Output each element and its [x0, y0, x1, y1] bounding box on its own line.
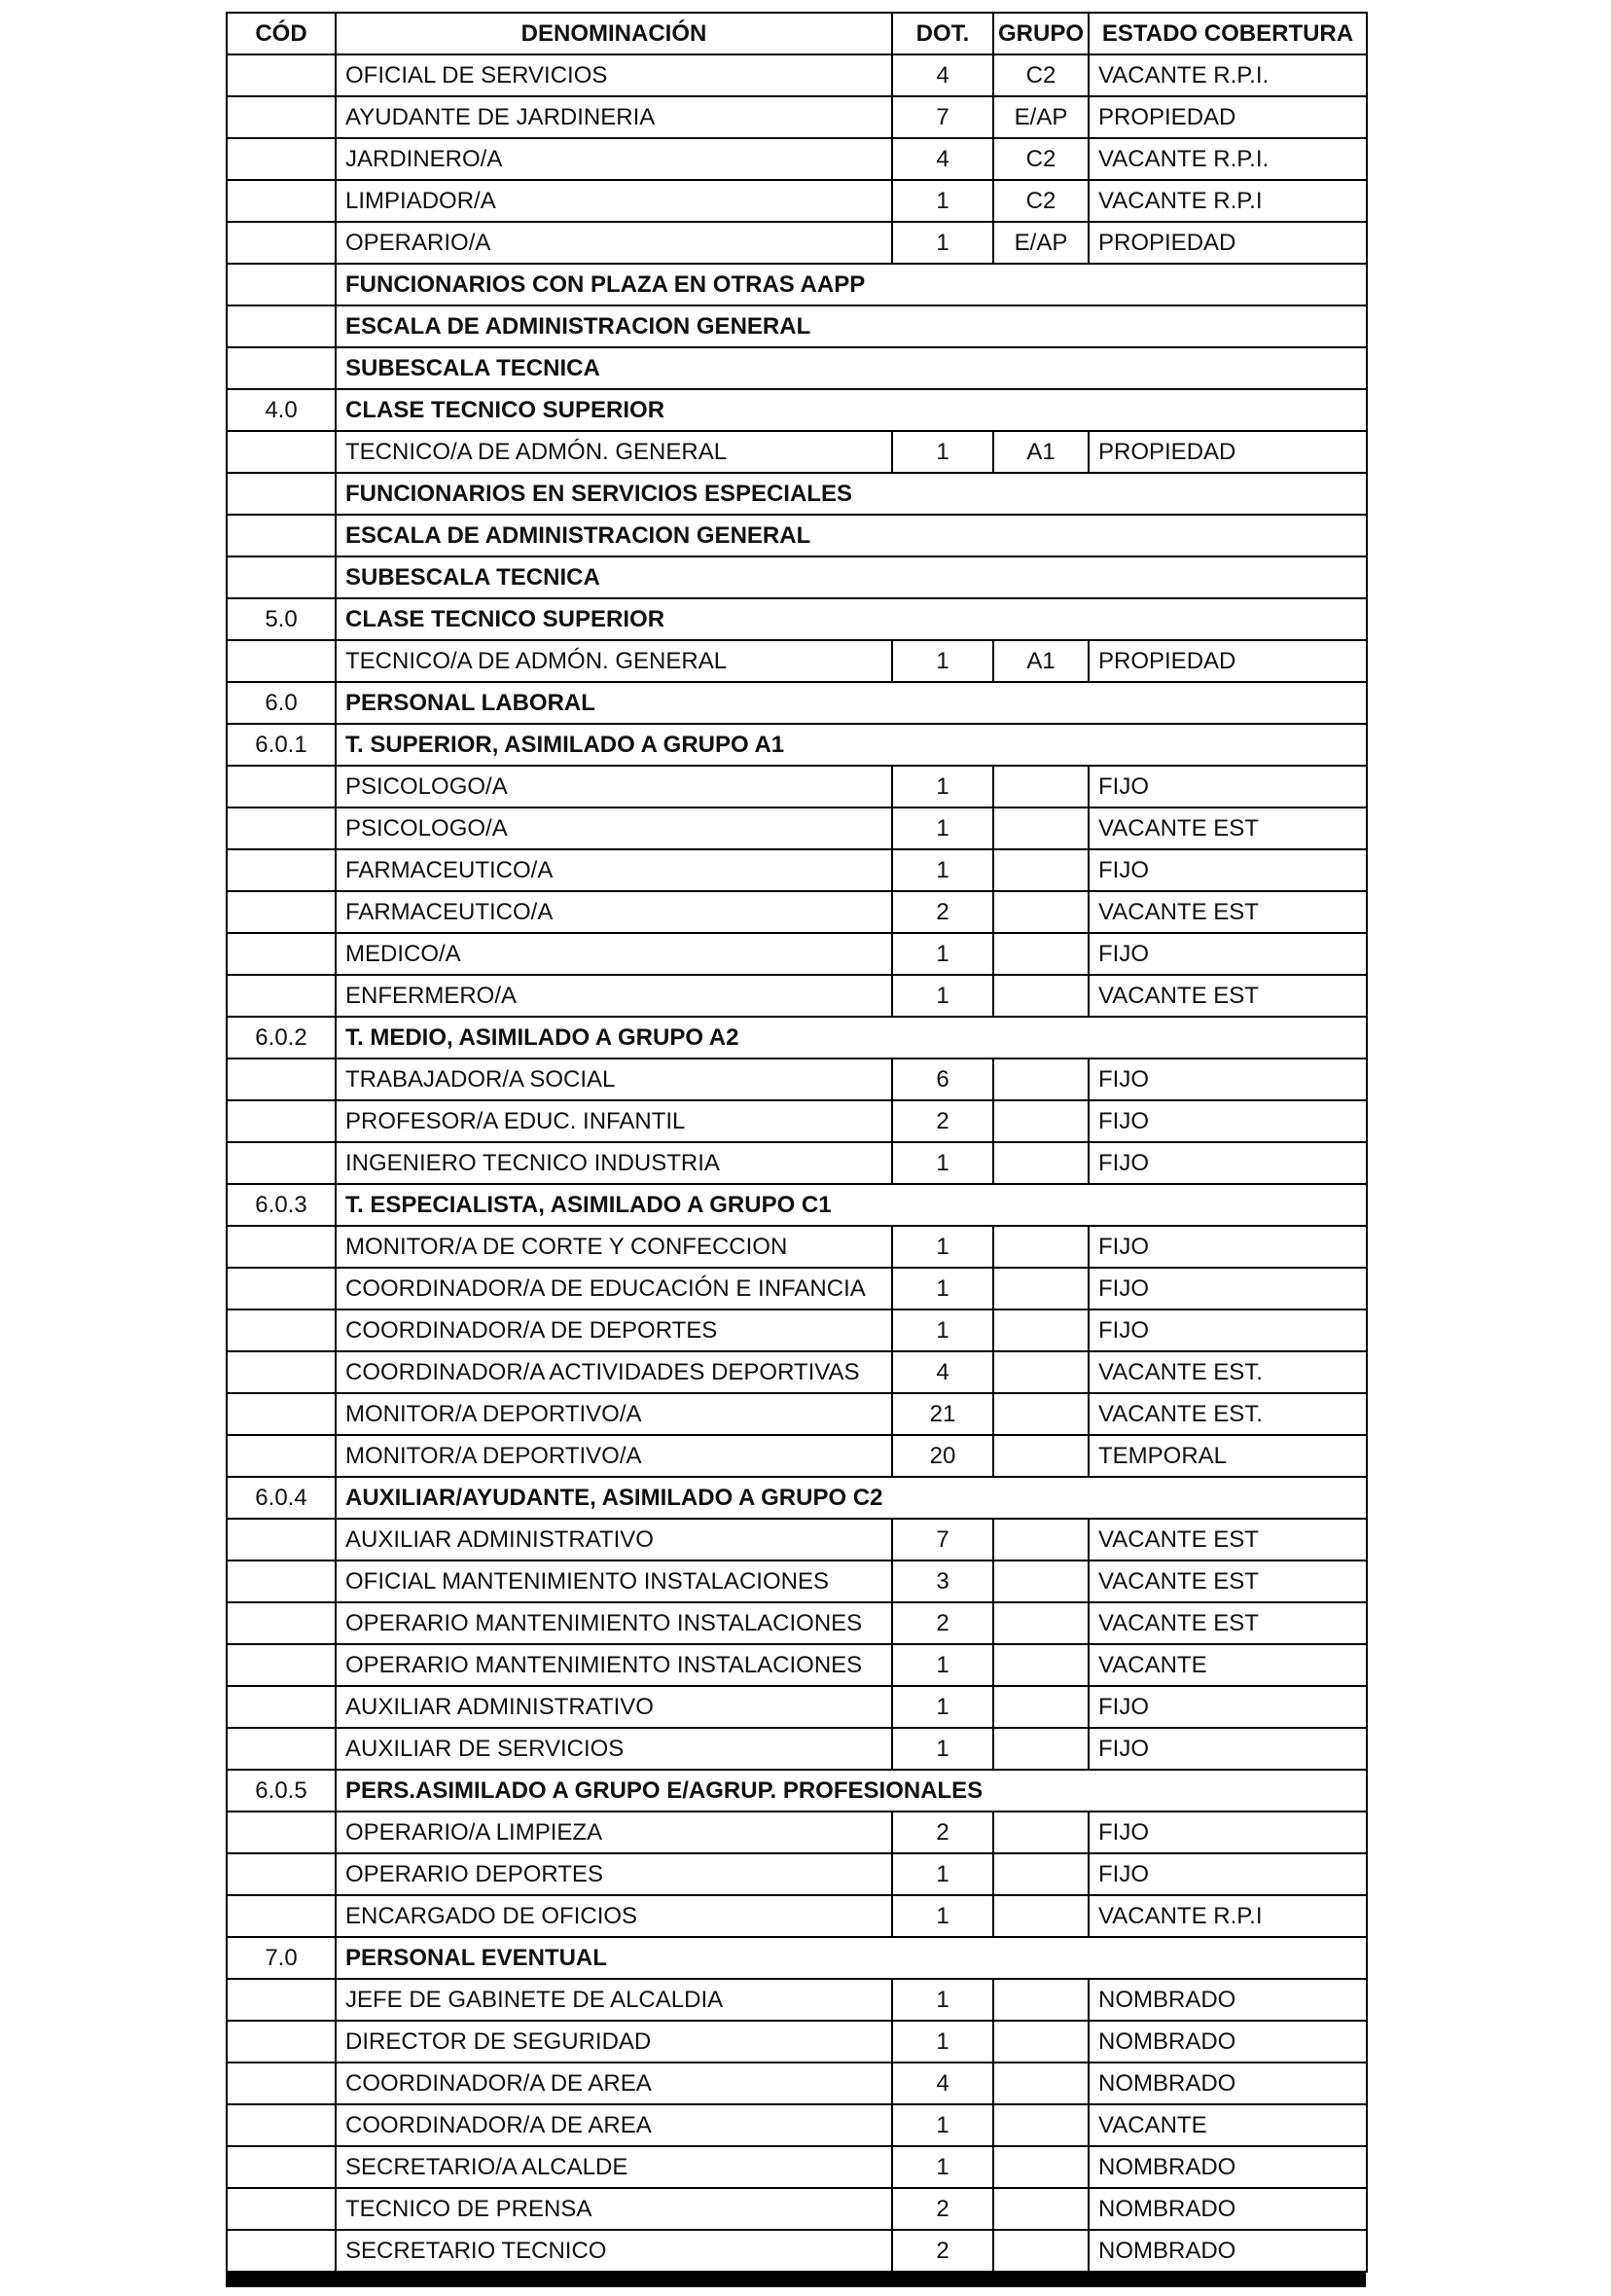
- cell-denominacion: PSICOLOGO/A: [336, 807, 892, 849]
- cell-denominacion: MONITOR/A DEPORTIVO/A: [336, 1393, 892, 1435]
- cell-estado: VACANTE EST.: [1089, 1351, 1367, 1393]
- cell-dot: 1: [892, 849, 993, 891]
- table-row: [227, 849, 1367, 891]
- cell-estado: FIJO: [1089, 1686, 1367, 1728]
- section-row: [227, 556, 1367, 598]
- table-header: [227, 13, 1367, 54]
- section-row: [227, 389, 1367, 431]
- cell-cod: [227, 54, 336, 96]
- cell-dot: 1: [892, 1142, 993, 1184]
- cell-estado: FIJO: [1089, 1268, 1367, 1309]
- cell-dot: 1: [892, 1853, 993, 1895]
- cell-grupo: C2: [993, 138, 1089, 180]
- cell-dot: 2: [892, 891, 993, 933]
- cell-grupo: [993, 2146, 1089, 2188]
- cell-dot: 6: [892, 1058, 993, 1100]
- table-row: [227, 1100, 1367, 1142]
- cell-denominacion: OPERARIO MANTENIMIENTO INSTALACIONES: [336, 1602, 892, 1644]
- column-header-estado: ESTADO COBERTURA: [1089, 13, 1367, 54]
- table-row: [227, 1226, 1367, 1268]
- section-row: [227, 1770, 1367, 1812]
- cell-grupo: [993, 1561, 1089, 1602]
- cell-cod: [227, 2188, 336, 2230]
- section-row: [227, 515, 1367, 556]
- document-page: [226, 12, 1370, 2287]
- cell-cod: [227, 2146, 336, 2188]
- cell-dot: 1: [892, 1644, 993, 1686]
- cell-section-title: SUBESCALA TECNICA: [336, 347, 1367, 389]
- table-row: [227, 640, 1367, 682]
- cell-grupo: [993, 891, 1089, 933]
- table-row: [227, 2104, 1367, 2146]
- cell-dot: 4: [892, 54, 993, 96]
- cell-estado: FIJO: [1089, 933, 1367, 975]
- cell-section-title: PERSONAL EVENTUAL: [336, 1937, 1367, 1979]
- table-row: [227, 1644, 1367, 1686]
- cell-cod: [227, 849, 336, 891]
- table-row: [227, 1058, 1367, 1100]
- cell-denominacion: OPERARIO/A: [336, 222, 892, 264]
- section-row: [227, 1184, 1367, 1226]
- cell-dot: 1: [892, 1895, 993, 1937]
- table-row: [227, 975, 1367, 1017]
- cell-estado: PROPIEDAD: [1089, 431, 1367, 473]
- table-row: [227, 1351, 1367, 1393]
- table-row: [227, 1895, 1367, 1937]
- cell-grupo: E/AP: [993, 222, 1089, 264]
- cell-cod: [227, 96, 336, 138]
- cell-grupo: [993, 1100, 1089, 1142]
- cell-cod: [227, 2063, 336, 2104]
- cell-dot: 2: [892, 1602, 993, 1644]
- cell-denominacion: MONITOR/A DE CORTE Y CONFECCION: [336, 1226, 892, 1268]
- cell-cod: [227, 1268, 336, 1309]
- table-row: [227, 180, 1367, 222]
- cell-dot: 1: [892, 180, 993, 222]
- table-row: [227, 1812, 1367, 1853]
- cell-denominacion: COORDINADOR/A ACTIVIDADES DEPORTIVAS: [336, 1351, 892, 1393]
- cell-denominacion: DIRECTOR DE SEGURIDAD: [336, 2021, 892, 2063]
- section-row: [227, 347, 1367, 389]
- cell-cod: [227, 1561, 336, 1602]
- cell-denominacion: MONITOR/A DEPORTIVO/A: [336, 1435, 892, 1477]
- section-row: [227, 1477, 1367, 1519]
- column-header-cod: CÓD: [227, 13, 336, 54]
- cell-estado: NOMBRADO: [1089, 1979, 1367, 2021]
- cell-denominacion: PSICOLOGO/A: [336, 766, 892, 807]
- cell-cod: [227, 305, 336, 347]
- column-header-dot: DOT.: [892, 13, 993, 54]
- section-row: [227, 305, 1367, 347]
- table-row: [227, 2230, 1367, 2272]
- cell-grupo: [993, 975, 1089, 1017]
- cell-denominacion: OPERARIO DEPORTES: [336, 1853, 892, 1895]
- cell-estado: VACANTE R.P.I: [1089, 1895, 1367, 1937]
- cell-estado: PROPIEDAD: [1089, 96, 1367, 138]
- cell-estado: FIJO: [1089, 1728, 1367, 1770]
- cell-estado: NOMBRADO: [1089, 2146, 1367, 2188]
- cell-cod: [227, 1895, 336, 1937]
- cell-cod: [227, 891, 336, 933]
- cell-grupo: [993, 1686, 1089, 1728]
- cell-grupo: [993, 1309, 1089, 1351]
- cell-denominacion: FARMACEUTICO/A: [336, 891, 892, 933]
- cell-denominacion: AUXILIAR ADMINISTRATIVO: [336, 1686, 892, 1728]
- cell-section-title: PERS.ASIMILADO A GRUPO E/AGRUP. PROFESIONALES: [336, 1770, 1367, 1812]
- cell-estado: VACANTE R.P.I.: [1089, 138, 1367, 180]
- cell-estado: VACANTE: [1089, 2104, 1367, 2146]
- cell-section-title: FUNCIONARIOS CON PLAZA EN OTRAS AAPP: [336, 264, 1367, 305]
- cell-grupo: [993, 1644, 1089, 1686]
- cell-grupo: A1: [993, 431, 1089, 473]
- cell-section-title: T. SUPERIOR, ASIMILADO A GRUPO A1: [336, 724, 1367, 766]
- cell-grupo: [993, 807, 1089, 849]
- cell-denominacion: TECNICO/A DE ADMÓN. GENERAL: [336, 431, 892, 473]
- cell-grupo: [993, 1435, 1089, 1477]
- table-row: [227, 1686, 1367, 1728]
- cell-estado: NOMBRADO: [1089, 2021, 1367, 2063]
- table-row: [227, 2021, 1367, 2063]
- cell-cod: [227, 1435, 336, 1477]
- cell-cod: 6.0.2: [227, 1017, 336, 1058]
- section-row: [227, 264, 1367, 305]
- cell-cod: 7.0: [227, 1937, 336, 1979]
- cell-section-title: CLASE TECNICO SUPERIOR: [336, 598, 1367, 640]
- cell-cod: [227, 2230, 336, 2272]
- cell-cod: [227, 975, 336, 1017]
- cell-dot: 1: [892, 766, 993, 807]
- bottom-black-bar: [226, 2273, 1366, 2287]
- cell-dot: 1: [892, 1226, 993, 1268]
- cell-dot: 1: [892, 431, 993, 473]
- cell-cod: [227, 1728, 336, 1770]
- cell-estado: FIJO: [1089, 1812, 1367, 1853]
- column-header-grupo: GRUPO: [993, 13, 1089, 54]
- section-row: [227, 682, 1367, 724]
- cell-grupo: [993, 2230, 1089, 2272]
- cell-denominacion: OFICIAL MANTENIMIENTO INSTALACIONES: [336, 1561, 892, 1602]
- cell-estado: NOMBRADO: [1089, 2230, 1367, 2272]
- cell-cod: [227, 1351, 336, 1393]
- column-header-den: DENOMINACIÓN: [336, 13, 892, 54]
- cell-estado: FIJO: [1089, 1853, 1367, 1895]
- table-row: [227, 1561, 1367, 1602]
- cell-cod: 5.0: [227, 598, 336, 640]
- cell-denominacion: COORDINADOR/A DE AREA: [336, 2104, 892, 2146]
- table-row: [227, 1393, 1367, 1435]
- cell-estado: NOMBRADO: [1089, 2063, 1367, 2104]
- cell-denominacion: OPERARIO MANTENIMIENTO INSTALACIONES: [336, 1644, 892, 1686]
- cell-section-title: T. ESPECIALISTA, ASIMILADO A GRUPO C1: [336, 1184, 1367, 1226]
- cell-estado: VACANTE R.P.I: [1089, 180, 1367, 222]
- cell-dot: 1: [892, 933, 993, 975]
- cell-denominacion: COORDINADOR/A DE EDUCACIÓN E INFANCIA: [336, 1268, 892, 1309]
- cell-dot: 20: [892, 1435, 993, 1477]
- cell-dot: 1: [892, 807, 993, 849]
- cell-grupo: [993, 1393, 1089, 1435]
- cell-cod: [227, 1812, 336, 1853]
- cell-denominacion: AUXILIAR ADMINISTRATIVO: [336, 1519, 892, 1561]
- cell-grupo: [993, 849, 1089, 891]
- cell-denominacion: COORDINADOR/A DE AREA: [336, 2063, 892, 2104]
- cell-estado: FIJO: [1089, 1100, 1367, 1142]
- cell-grupo: C2: [993, 180, 1089, 222]
- cell-estado: VACANTE R.P.I.: [1089, 54, 1367, 96]
- cell-cod: 6.0.3: [227, 1184, 336, 1226]
- cell-estado: TEMPORAL: [1089, 1435, 1367, 1477]
- cell-cod: [227, 933, 336, 975]
- cell-cod: [227, 1853, 336, 1895]
- table-row: [227, 1728, 1367, 1770]
- cell-estado: FIJO: [1089, 1142, 1367, 1184]
- cell-estado: VACANTE EST: [1089, 807, 1367, 849]
- cell-denominacion: INGENIERO TECNICO INDUSTRIA: [336, 1142, 892, 1184]
- cell-denominacion: TRABAJADOR/A SOCIAL: [336, 1058, 892, 1100]
- cell-denominacion: MEDICO/A: [336, 933, 892, 975]
- cell-denominacion: PROFESOR/A EDUC. INFANTIL: [336, 1100, 892, 1142]
- cell-dot: 1: [892, 1268, 993, 1309]
- cell-dot: 1: [892, 2104, 993, 2146]
- table-row: [227, 1309, 1367, 1351]
- table-row: [227, 933, 1367, 975]
- cell-dot: 1: [892, 1686, 993, 1728]
- cell-cod: [227, 2104, 336, 2146]
- table-row: [227, 807, 1367, 849]
- cell-denominacion: OFICIAL DE SERVICIOS: [336, 54, 892, 96]
- cell-cod: [227, 180, 336, 222]
- header-row: [227, 13, 1367, 54]
- cell-cod: [227, 1393, 336, 1435]
- cell-denominacion: SECRETARIO TECNICO: [336, 2230, 892, 2272]
- table-body: [227, 54, 1367, 2272]
- cell-grupo: [993, 1728, 1089, 1770]
- cell-estado: VACANTE EST: [1089, 1561, 1367, 1602]
- cell-section-title: AUXILIAR/AYUDANTE, ASIMILADO A GRUPO C2: [336, 1477, 1367, 1519]
- cell-estado: FIJO: [1089, 1309, 1367, 1351]
- cell-section-title: CLASE TECNICO SUPERIOR: [336, 389, 1367, 431]
- cell-denominacion: AUXILIAR DE SERVICIOS: [336, 1728, 892, 1770]
- cell-dot: 1: [892, 1728, 993, 1770]
- cell-dot: 1: [892, 2146, 993, 2188]
- cell-cod: [227, 1309, 336, 1351]
- table-row: [227, 96, 1367, 138]
- table-row: [227, 1268, 1367, 1309]
- cell-denominacion: FARMACEUTICO/A: [336, 849, 892, 891]
- cell-cod: [227, 431, 336, 473]
- cell-grupo: [993, 1979, 1089, 2021]
- cell-dot: 7: [892, 96, 993, 138]
- cell-dot: 4: [892, 138, 993, 180]
- cell-dot: 7: [892, 1519, 993, 1561]
- cell-grupo: [993, 2188, 1089, 2230]
- cell-cod: [227, 138, 336, 180]
- cell-estado: VACANTE EST: [1089, 975, 1367, 1017]
- cell-cod: [227, 1602, 336, 1644]
- cell-dot: 4: [892, 1351, 993, 1393]
- cell-cod: [227, 766, 336, 807]
- cell-cod: 6.0.4: [227, 1477, 336, 1519]
- cell-cod: 6.0.1: [227, 724, 336, 766]
- cell-dot: 1: [892, 640, 993, 682]
- cell-grupo: E/AP: [993, 96, 1089, 138]
- cell-grupo: [993, 2021, 1089, 2063]
- cell-cod: [227, 1686, 336, 1728]
- section-row: [227, 1017, 1367, 1058]
- cell-estado: FIJO: [1089, 1226, 1367, 1268]
- cell-dot: 3: [892, 1561, 993, 1602]
- table-row: [227, 54, 1367, 96]
- cell-dot: 2: [892, 2230, 993, 2272]
- cell-grupo: [993, 1812, 1089, 1853]
- cell-cod: [227, 2021, 336, 2063]
- staffing-table: [226, 12, 1368, 2273]
- cell-cod: [227, 222, 336, 264]
- cell-estado: VACANTE EST: [1089, 1602, 1367, 1644]
- table-row: [227, 1435, 1367, 1477]
- cell-denominacion: SECRETARIO/A ALCALDE: [336, 2146, 892, 2188]
- cell-estado: FIJO: [1089, 766, 1367, 807]
- cell-estado: VACANTE: [1089, 1644, 1367, 1686]
- table-row: [227, 2146, 1367, 2188]
- cell-cod: [227, 1979, 336, 2021]
- cell-cod: [227, 807, 336, 849]
- table-row: [227, 138, 1367, 180]
- cell-dot: 21: [892, 1393, 993, 1435]
- table-row: [227, 1602, 1367, 1644]
- table-row: [227, 1142, 1367, 1184]
- table-row: [227, 1979, 1367, 2021]
- cell-grupo: C2: [993, 54, 1089, 96]
- cell-denominacion: AYUDANTE DE JARDINERIA: [336, 96, 892, 138]
- cell-cod: [227, 1644, 336, 1686]
- cell-cod: [227, 1519, 336, 1561]
- cell-denominacion: TECNICO DE PRENSA: [336, 2188, 892, 2230]
- cell-section-title: T. MEDIO, ASIMILADO A GRUPO A2: [336, 1017, 1367, 1058]
- cell-section-title: ESCALA DE ADMINISTRACION GENERAL: [336, 515, 1367, 556]
- cell-cod: 6.0: [227, 682, 336, 724]
- cell-grupo: [993, 933, 1089, 975]
- cell-denominacion: COORDINADOR/A DE DEPORTES: [336, 1309, 892, 1351]
- cell-estado: VACANTE EST.: [1089, 1393, 1367, 1435]
- cell-section-title: FUNCIONARIOS EN SERVICIOS ESPECIALES: [336, 473, 1367, 515]
- cell-estado: FIJO: [1089, 1058, 1367, 1100]
- cell-grupo: [993, 1519, 1089, 1561]
- cell-estado: FIJO: [1089, 849, 1367, 891]
- cell-grupo: [993, 2063, 1089, 2104]
- cell-grupo: [993, 1268, 1089, 1309]
- cell-cod: [227, 473, 336, 515]
- cell-denominacion: JARDINERO/A: [336, 138, 892, 180]
- cell-grupo: [993, 2104, 1089, 2146]
- cell-cod: [227, 264, 336, 305]
- cell-grupo: A1: [993, 640, 1089, 682]
- table-row: [227, 2063, 1367, 2104]
- cell-dot: 1: [892, 1979, 993, 2021]
- cell-denominacion: ENFERMERO/A: [336, 975, 892, 1017]
- table-row: [227, 431, 1367, 473]
- table-row: [227, 1519, 1367, 1561]
- cell-estado: PROPIEDAD: [1089, 640, 1367, 682]
- cell-dot: 1: [892, 975, 993, 1017]
- cell-dot: 2: [892, 2188, 993, 2230]
- cell-dot: 2: [892, 1100, 993, 1142]
- cell-section-title: PERSONAL LABORAL: [336, 682, 1367, 724]
- cell-grupo: [993, 1853, 1089, 1895]
- cell-grupo: [993, 1895, 1089, 1937]
- cell-cod: [227, 1058, 336, 1100]
- cell-estado: VACANTE EST: [1089, 891, 1367, 933]
- cell-cod: [227, 1100, 336, 1142]
- cell-cod: [227, 515, 336, 556]
- cell-cod: [227, 640, 336, 682]
- table-row: [227, 1853, 1367, 1895]
- section-row: [227, 473, 1367, 515]
- cell-dot: 2: [892, 1812, 993, 1853]
- cell-section-title: SUBESCALA TECNICA: [336, 556, 1367, 598]
- cell-dot: 4: [892, 2063, 993, 2104]
- cell-section-title: ESCALA DE ADMINISTRACION GENERAL: [336, 305, 1367, 347]
- section-row: [227, 1937, 1367, 1979]
- cell-denominacion: JEFE DE GABINETE DE ALCALDIA: [336, 1979, 892, 2021]
- cell-denominacion: ENCARGADO DE OFICIOS: [336, 1895, 892, 1937]
- cell-dot: 1: [892, 1309, 993, 1351]
- cell-estado: NOMBRADO: [1089, 2188, 1367, 2230]
- cell-grupo: [993, 766, 1089, 807]
- cell-grupo: [993, 1142, 1089, 1184]
- table-row: [227, 2188, 1367, 2230]
- cell-cod: 4.0: [227, 389, 336, 431]
- cell-denominacion: OPERARIO/A LIMPIEZA: [336, 1812, 892, 1853]
- cell-denominacion: TECNICO/A DE ADMÓN. GENERAL: [336, 640, 892, 682]
- cell-cod: [227, 347, 336, 389]
- cell-cod: [227, 556, 336, 598]
- cell-estado: PROPIEDAD: [1089, 222, 1367, 264]
- cell-cod: [227, 1142, 336, 1184]
- cell-cod: 6.0.5: [227, 1770, 336, 1812]
- cell-dot: 1: [892, 2021, 993, 2063]
- cell-grupo: [993, 1226, 1089, 1268]
- table-row: [227, 891, 1367, 933]
- section-row: [227, 724, 1367, 766]
- cell-grupo: [993, 1602, 1089, 1644]
- cell-dot: 1: [892, 222, 993, 264]
- table-row: [227, 222, 1367, 264]
- cell-denominacion: LIMPIADOR/A: [336, 180, 892, 222]
- section-row: [227, 598, 1367, 640]
- cell-grupo: [993, 1058, 1089, 1100]
- cell-estado: VACANTE EST: [1089, 1519, 1367, 1561]
- cell-cod: [227, 1226, 336, 1268]
- cell-grupo: [993, 1351, 1089, 1393]
- table-row: [227, 766, 1367, 807]
